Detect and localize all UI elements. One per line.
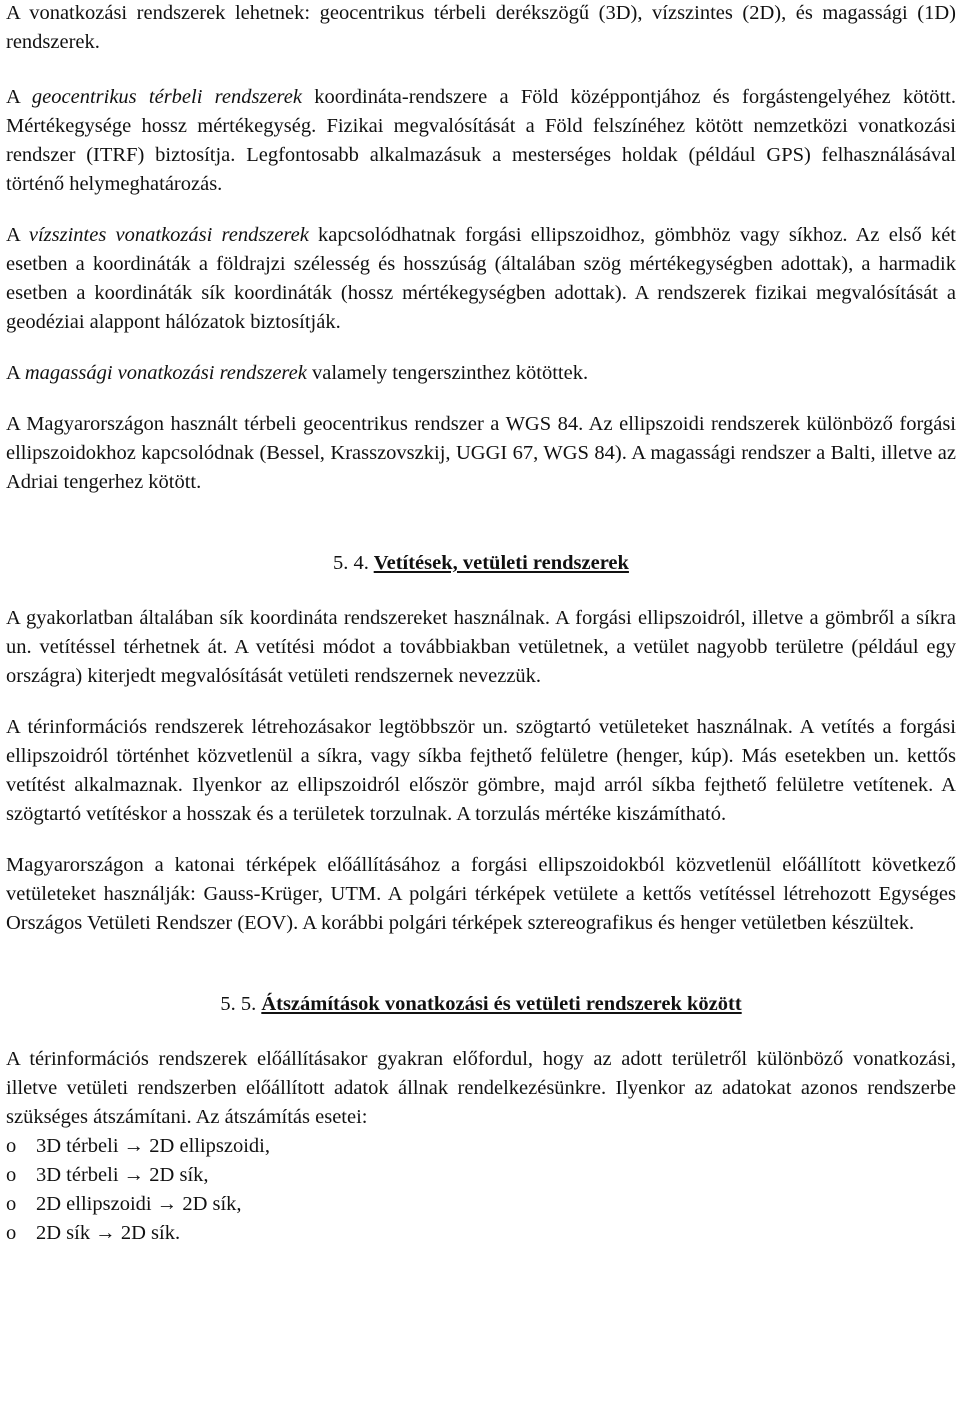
list-item-text: 3D térbeli → 2D sík, <box>36 1164 209 1186</box>
paragraph-vertical: A magassági vonatkozási rendszerek valamely tengerszinthez kötöttek. <box>6 362 589 384</box>
list-bullet: o <box>6 1193 17 1215</box>
emphasis-vertical: magassági vonatkozási rendszerek <box>24 362 307 384</box>
section-heading-projections <box>6 549 956 578</box>
paragraph-projections-intro: A gyakorlatban általában sík koordináta rendszereket használnak. A forgási ellipszoidról, illetve a gömbről a síkra un. vetítéssel térhetnek át. A vetítési módot a továbbiakban vetületnek, a vetület nagyobb területre (például egy országra) kiterjedt megvalósítását vetületi rendszernek nevezzük. <box>6 607 956 687</box>
paragraph-transformations: A térinformációs rendszerek előállításakor gyakran előfordul, hogy az adott területről különböző vonatkozási, illetve vetületi rendszerben előállított adatok állnak rendelkezésünkre. Ilyenkor az adatokat azonos rendszerbe szükséges átszámítani. Az átszámítás esetei: <box>6 1048 956 1128</box>
list-item <box>6 1190 956 1219</box>
paragraph-horizontal: A vízszintes vonatkozási rendszerek kapcsolódhatnak forgási ellipszoidhoz, gömbhöz vagy síkhoz. Az első két esetben a koordináták a földrajzi szélesség és hosszúság (általában szög mértékegységben adottak), a harmadik esetben a koordináták sík koordináták (hossz mértékegységben adottak). A rendszerek fizikai megvalósítását a geodéziai alappont hálózatok biztosítják. <box>6 224 956 333</box>
emphasis-geocentric: geocentrikus térbeli rendszerek <box>31 86 302 108</box>
section-heading-transformations <box>6 990 956 1019</box>
paragraph-hungary-systems: A Magyarországon használt térbeli geocentrikus rendszer a WGS 84. Az ellipszoidi rendszerek különböző forgási ellipszoidokhoz kapcsolódnak (Bessel, Krasszovszkij, UGGI 67, WGS 84). A magassági rendszer a Balti, illetve az Adriai tengerhez kötött. <box>6 413 956 493</box>
paragraph-reference-systems: A vonatkozási rendszerek lehetnek: geocentrikus térbeli derékszögű (3D), vízszintes (2D), és magassági (1D) rendszerek. <box>6 2 956 53</box>
list-bullet: o <box>6 1135 17 1157</box>
paragraph-conformal: A térinformációs rendszerek létrehozásakor legtöbbször un. szögtartó vetületeket használnak. A vetítés a forgási ellipszoidról történhet közvetlenül a síkra, vagy síkba fejthető felületre (henger, kúp). Más esetekben un. kettős vetítést alkalmaznak. Ilyenkor az ellipszoidról először gömbre, majd arról síkba fejthető felületre vetítenek. A szögtartó vetítéskor a hosszak és a területek torzulnak. A torzulás mértéke kiszámítható. <box>6 716 956 825</box>
section-number: 5. 5. <box>220 993 257 1015</box>
list-item <box>6 1161 956 1190</box>
section-title: Átszámítások vonatkozási és vetületi rendszerek között <box>261 993 742 1015</box>
list-item <box>6 1132 956 1161</box>
list-item <box>6 1219 956 1248</box>
section-title: Vetítések, vetületi rendszerek <box>373 552 629 574</box>
list-bullet: o <box>6 1222 17 1244</box>
list-item-text: 3D térbeli → 2D ellipszoidi, <box>36 1135 270 1157</box>
emphasis-horizontal: vízszintes vonatkozási rendszerek <box>28 224 309 246</box>
transformation-cases-list <box>6 1132 956 1248</box>
paragraph-hungary-maps: Magyarországon a katonai térképek előállításához a forgási ellipszoidokból közvetlenül előállított következő vetületeket használják: Gauss-Krüger, UTM. A polgári térképek vetülete a kettős vetítéssel létrehozott Egységes Országos Vetületi Rendszer (EOV). A korábbi polgári térképek sztereografikus és henger vetületben készültek. <box>6 854 956 934</box>
paragraph-geocentric: A geocentrikus térbeli rendszerek koordináta-rendszere a Föld középpontjához és forgástengelyéhez kötött. Mértékegysége hossz mértékegység. Fizikai megvalósítását a Föld felszínéhez kötött nemzetközi vonatkozási rendszer (ITRF) biztosítja. Legfontosabb alkalmazásuk a mesterséges holdak (például GPS) felhasználásával történő helymeghatározás. <box>6 86 956 195</box>
list-item-text: 2D ellipszoidi → 2D sík, <box>36 1193 242 1215</box>
list-item-text: 2D sík → 2D sík. <box>36 1222 181 1244</box>
section-number: 5. 4. <box>333 552 369 574</box>
list-bullet: o <box>6 1164 17 1186</box>
document-page <box>6 0 956 1248</box>
